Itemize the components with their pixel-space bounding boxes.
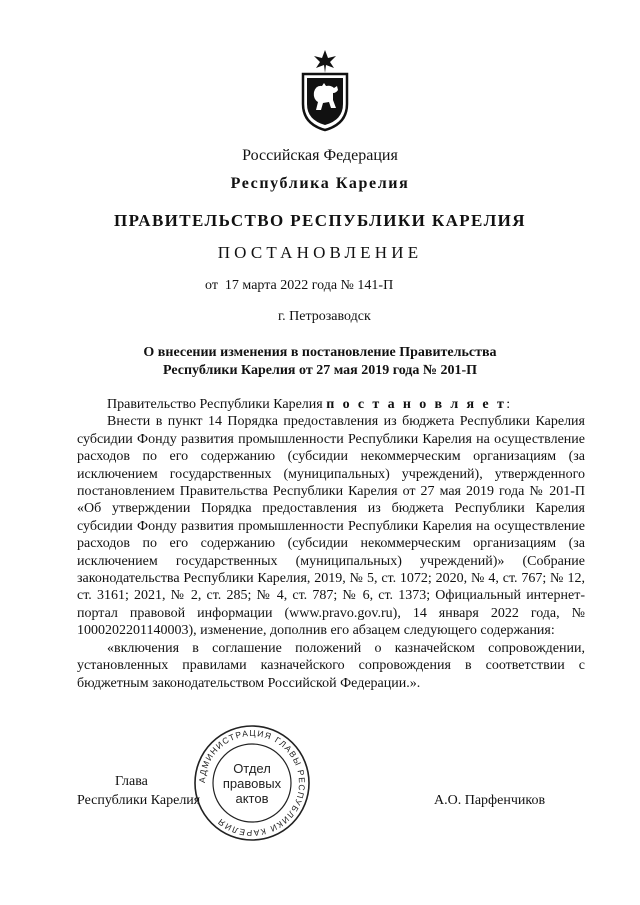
stamp-line-3: актов xyxy=(235,791,269,806)
intro-suffix: : xyxy=(506,397,511,412)
document-subject xyxy=(0,344,640,380)
crest-star-icon xyxy=(314,50,336,73)
intro-paragraph xyxy=(77,396,585,413)
signatory-name: А.О. Парфенчиков xyxy=(434,793,546,808)
intro-prefix: Правительство Республики Карелия xyxy=(107,397,327,412)
subject-line-2: Республики Карелия от 27 мая 2019 года № 201-П xyxy=(162,363,478,378)
intro-decree-word: п о с т а н о в л я е т xyxy=(326,397,507,412)
body-paragraph-1: Внести в пункт 14 Порядка предоставления из бюджета Республики Карелия субсидии Фонду развития промышленности Республики Карелия на осуществление расходов по его содержанию (субсидии некоммерческим организациям (за исключением государственных (муниципальных) учреждений), утвержденного постановлением Правительства Республики Карелия от 27 мая 2019 года № 201-П «Об утверждении Порядка предоставления из бюджета Республики Карелия субсидии Фонду развития промышленности Республики Карелия на осуществление расходов по его содержанию (субсидии некоммерческим организациям (за исключением государственных (муниципальных) учреждений)» (Собрание законодательства Республики Карелия, 2019, № 5, ст. 1072; 2020, № 4, ст. 767; № 12, ст. 3161; 2021, № 2, ст. 285; № 4, ст. 787; № 6, ст. 1373; Официальный интернет-портал правовой информации (www.pravo.gov.ru), 14 января 2022 года, № 1000202201140003), изменение, дополнив его абзацем следующего содержания: xyxy=(77,414,585,639)
signatory-title-line-1: Глава xyxy=(115,774,148,789)
stamp-line-2: правовых xyxy=(222,776,282,791)
stamp-line-1: Отдел xyxy=(233,761,271,776)
government-heading: ПРАВИТЕЛЬСТВО РЕСПУБЛИКИ КАРЕЛИЯ xyxy=(114,211,526,230)
document-body xyxy=(77,396,585,692)
republic-name: Республика Карелия xyxy=(230,175,410,192)
signatory-title-line-2: Республики Карелия xyxy=(77,793,201,808)
document-date-number: от 17 марта 2022 года № 141-П xyxy=(205,278,394,293)
document-type: ПОСТАНОВЛЕНИЕ xyxy=(217,243,423,262)
official-stamp xyxy=(192,723,312,843)
stamp-ring-path-text: АДМИНИСТРАЦИЯ ГЛАВЫ РЕСПУБЛИКИ КАРЕЛИЯ xyxy=(196,727,308,839)
coat-of-arms-emblem xyxy=(300,48,350,132)
subject-line-1: О внесении изменения в постановление Правительства xyxy=(143,345,497,360)
country-name: Российская Федерация xyxy=(242,147,398,164)
document-city: г. Петрозаводск xyxy=(278,309,371,324)
body-paragraph-2: «включения в соглашение положений о казначейском сопровождении, установленных правилами казначейского сопровождения в соответствии с бюджетным законодательством Российской Федерации.». xyxy=(77,640,585,691)
